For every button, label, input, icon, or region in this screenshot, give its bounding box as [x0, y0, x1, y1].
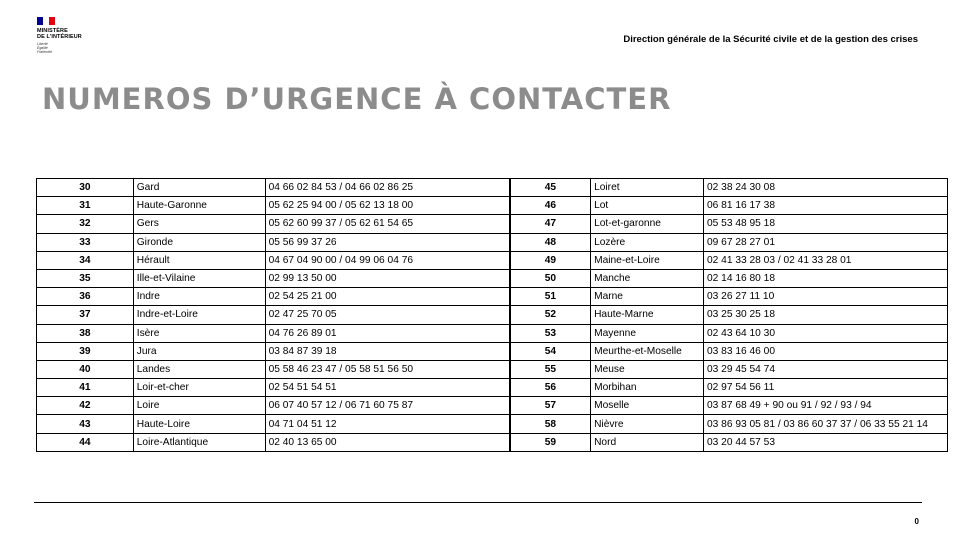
- left-department-number: 32: [37, 215, 134, 233]
- right-phone-number: 02 97 54 56 11: [704, 379, 948, 397]
- table-row: [37, 360, 948, 378]
- right-department-number: 53: [510, 324, 591, 342]
- motto-liberte: Liberté: [37, 42, 48, 46]
- right-phone-number: 02 38 24 30 08: [704, 179, 948, 197]
- table-row: [37, 233, 948, 251]
- direction-label: Direction générale de la Sécurité civile et de la gestion des crises: [623, 34, 918, 45]
- table-body: [37, 179, 948, 452]
- right-department-name: Lot-et-garonne: [591, 215, 704, 233]
- left-department-name: Indre: [133, 288, 265, 306]
- table-row: [37, 251, 948, 269]
- left-department-number: 31: [37, 197, 134, 215]
- left-phone-number: 05 62 60 99 37 / 05 62 61 54 65: [265, 215, 510, 233]
- left-department-name: Loire: [133, 397, 265, 415]
- right-department-number: 46: [510, 197, 591, 215]
- right-department-number: 48: [510, 233, 591, 251]
- left-department-number: 30: [37, 179, 134, 197]
- left-department-number: 36: [37, 288, 134, 306]
- motto-egalite: Égalité: [37, 46, 48, 50]
- left-department-number: 43: [37, 415, 134, 433]
- table-row: [37, 324, 948, 342]
- french-flag-icon: [37, 17, 55, 25]
- left-department-number: 44: [37, 433, 134, 451]
- left-department-number: 34: [37, 251, 134, 269]
- left-department-name: Haute-Loire: [133, 415, 265, 433]
- right-department-name: Meurthe-et-Moselle: [591, 342, 704, 360]
- table-row: [37, 179, 948, 197]
- right-phone-number: 03 20 44 57 53: [704, 433, 948, 451]
- right-phone-number: 02 14 16 80 18: [704, 269, 948, 287]
- right-department-name: Manche: [591, 269, 704, 287]
- right-department-number: 50: [510, 269, 591, 287]
- right-department-name: Lot: [591, 197, 704, 215]
- left-phone-number: 05 56 99 37 26: [265, 233, 510, 251]
- motto-fraternite: Fraternité: [37, 50, 52, 54]
- right-department-number: 59: [510, 433, 591, 451]
- right-phone-number: 02 41 33 28 03 / 02 41 33 28 01: [704, 251, 948, 269]
- right-department-name: Moselle: [591, 397, 704, 415]
- logo-line-2: DE L'INTÉRIEUR: [37, 34, 82, 40]
- emergency-numbers-table: [36, 178, 948, 452]
- right-department-name: Mayenne: [591, 324, 704, 342]
- page-number: 0: [914, 517, 919, 526]
- right-department-number: 49: [510, 251, 591, 269]
- left-phone-number: 02 54 25 21 00: [265, 288, 510, 306]
- right-department-name: Meuse: [591, 360, 704, 378]
- footer-divider: [34, 502, 922, 503]
- left-department-name: Indre-et-Loire: [133, 306, 265, 324]
- right-department-number: 51: [510, 288, 591, 306]
- left-phone-number: 02 40 13 65 00: [265, 433, 510, 451]
- right-phone-number: 03 86 93 05 81 / 03 86 60 37 37 / 06 33 55 21 14: [704, 415, 948, 433]
- left-department-name: Isère: [133, 324, 265, 342]
- right-department-number: 52: [510, 306, 591, 324]
- left-department-number: 37: [37, 306, 134, 324]
- left-department-number: 41: [37, 379, 134, 397]
- left-phone-number: 06 07 40 57 12 / 06 71 60 75 87: [265, 397, 510, 415]
- left-department-name: Haute-Garonne: [133, 197, 265, 215]
- right-phone-number: 03 83 16 46 00: [704, 342, 948, 360]
- left-department-name: Loir-et-cher: [133, 379, 265, 397]
- page-title: NUMEROS D’URGENCE À CONTACTER: [42, 82, 672, 116]
- right-department-name: Nièvre: [591, 415, 704, 433]
- right-department-name: Loiret: [591, 179, 704, 197]
- table-row: [37, 342, 948, 360]
- table-row: [37, 269, 948, 287]
- table-row: [37, 215, 948, 233]
- table-row: [37, 306, 948, 324]
- right-department-name: Lozère: [591, 233, 704, 251]
- left-department-number: 38: [37, 324, 134, 342]
- left-phone-number: 04 66 02 84 53 / 04 66 02 86 25: [265, 179, 510, 197]
- left-department-name: Gard: [133, 179, 265, 197]
- left-department-name: Loire-Atlantique: [133, 433, 265, 451]
- right-phone-number: 03 25 30 25 18: [704, 306, 948, 324]
- left-phone-number: 04 76 26 89 01: [265, 324, 510, 342]
- table-row: [37, 415, 948, 433]
- left-department-number: 39: [37, 342, 134, 360]
- left-department-name: Hérault: [133, 251, 265, 269]
- left-department-name: Gers: [133, 215, 265, 233]
- right-phone-number: 03 26 27 11 10: [704, 288, 948, 306]
- left-phone-number: 02 99 13 50 00: [265, 269, 510, 287]
- right-department-number: 57: [510, 397, 591, 415]
- left-phone-number: 03 84 87 39 18: [265, 342, 510, 360]
- left-phone-number: 02 47 25 70 05: [265, 306, 510, 324]
- table-row: [37, 433, 948, 451]
- right-department-number: 56: [510, 379, 591, 397]
- left-department-number: 40: [37, 360, 134, 378]
- left-department-number: 35: [37, 269, 134, 287]
- right-department-number: 58: [510, 415, 591, 433]
- left-department-number: 42: [37, 397, 134, 415]
- left-department-name: Ille-et-Vilaine: [133, 269, 265, 287]
- table-row: [37, 379, 948, 397]
- right-department-number: 55: [510, 360, 591, 378]
- left-phone-number: 05 58 46 23 47 / 05 58 51 56 50: [265, 360, 510, 378]
- table-row: [37, 197, 948, 215]
- right-department-name: Nord: [591, 433, 704, 451]
- logo-line-1: MINISTÈRE: [37, 28, 68, 34]
- left-phone-number: 04 71 04 51 12: [265, 415, 510, 433]
- left-department-name: Jura: [133, 342, 265, 360]
- right-department-number: 54: [510, 342, 591, 360]
- right-department-name: Marne: [591, 288, 704, 306]
- right-department-name: Haute-Marne: [591, 306, 704, 324]
- right-phone-number: 06 81 16 17 38: [704, 197, 948, 215]
- left-department-name: Landes: [133, 360, 265, 378]
- right-phone-number: 09 67 28 27 01: [704, 233, 948, 251]
- right-department-number: 47: [510, 215, 591, 233]
- right-department-name: Morbihan: [591, 379, 704, 397]
- left-phone-number: 05 62 25 94 00 / 05 62 13 18 00: [265, 197, 510, 215]
- left-department-name: Gironde: [133, 233, 265, 251]
- right-department-name: Maine-et-Loire: [591, 251, 704, 269]
- left-department-number: 33: [37, 233, 134, 251]
- right-phone-number: 02 43 64 10 30: [704, 324, 948, 342]
- right-department-number: 45: [510, 179, 591, 197]
- left-phone-number: 02 54 51 54 51: [265, 379, 510, 397]
- left-phone-number: 04 67 04 90 00 / 04 99 06 04 76: [265, 251, 510, 269]
- right-phone-number: 05 53 48 95 18: [704, 215, 948, 233]
- right-phone-number: 03 87 68 49 + 90 ou 91 / 92 / 93 / 94: [704, 397, 948, 415]
- table-row: [37, 397, 948, 415]
- ministry-logo: [37, 17, 107, 59]
- right-phone-number: 03 29 45 54 74: [704, 360, 948, 378]
- table-row: [37, 288, 948, 306]
